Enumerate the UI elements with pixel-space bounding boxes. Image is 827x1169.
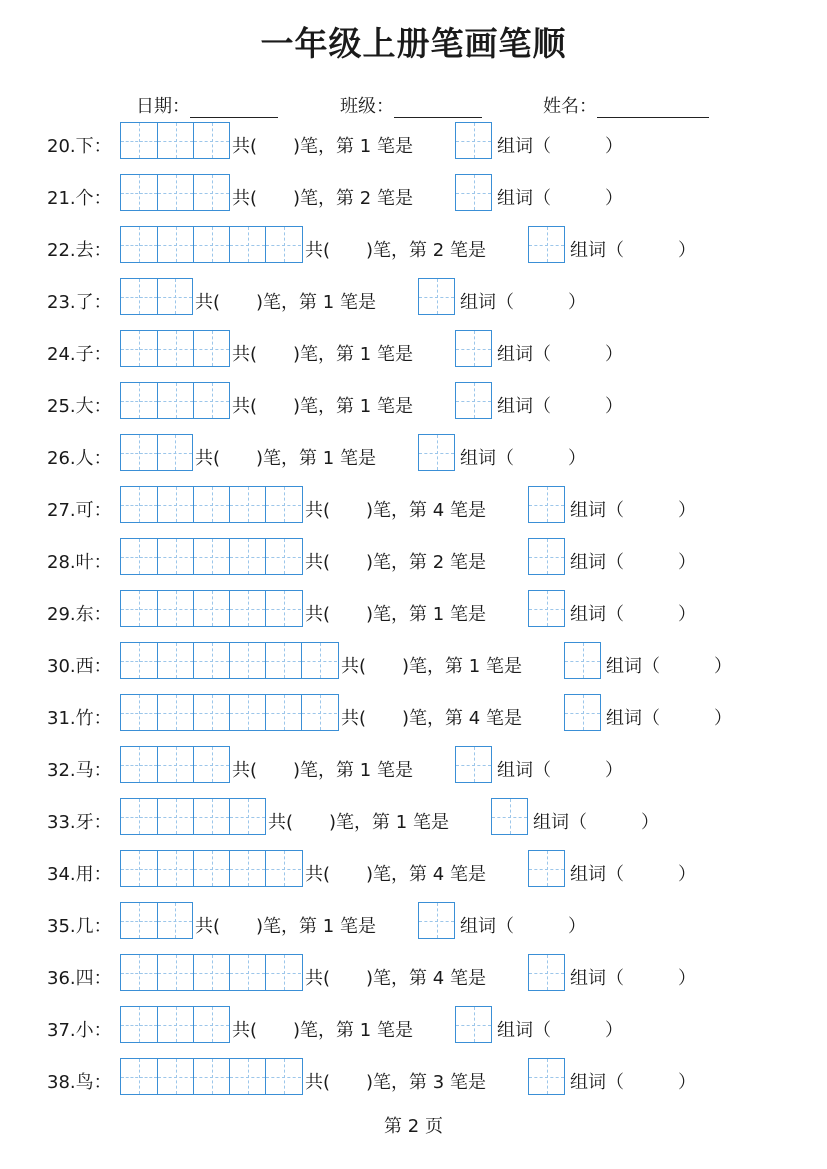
word-prompt: 组词（ ） xyxy=(497,760,623,781)
exercise-row xyxy=(0,486,827,526)
grid-cell[interactable] xyxy=(121,435,157,470)
stroke-answer-box[interactable] xyxy=(528,1058,565,1095)
exercise-row xyxy=(0,642,827,682)
stroke-answer-box[interactable] xyxy=(455,174,492,211)
word-prompt: 组词（ ） xyxy=(570,552,696,573)
name-field xyxy=(543,92,709,118)
exercise-label: 27.可： xyxy=(47,500,112,521)
grid-cell[interactable] xyxy=(157,1007,193,1042)
grid-cell[interactable] xyxy=(492,799,527,834)
grid-cell[interactable] xyxy=(121,903,157,938)
stroke-answer-box[interactable] xyxy=(455,330,492,367)
grid-cell[interactable] xyxy=(121,955,157,990)
grid-cell[interactable] xyxy=(157,591,193,626)
grid-cell[interactable] xyxy=(121,643,157,678)
grid-cell[interactable] xyxy=(157,227,193,262)
word-prompt: 组词（ ） xyxy=(570,500,696,521)
grid-cell[interactable] xyxy=(456,383,491,418)
word-prompt: 组词（ ） xyxy=(460,292,586,313)
stroke-order-grid[interactable] xyxy=(120,486,303,523)
stroke-answer-box[interactable] xyxy=(564,694,601,731)
exercise-row xyxy=(0,174,827,214)
page-number: 第 2 页 xyxy=(384,1116,443,1137)
date-field xyxy=(136,92,278,118)
date-label: 日期： xyxy=(136,96,190,117)
stroke-answer-box[interactable] xyxy=(564,642,601,679)
exercise-label: 35.几： xyxy=(47,916,112,937)
exercise-label: 21.个： xyxy=(47,188,112,209)
exercise-row xyxy=(0,902,827,942)
grid-cell[interactable] xyxy=(157,799,193,834)
grid-cell[interactable] xyxy=(121,227,157,262)
grid-cell[interactable] xyxy=(229,799,265,834)
word-prompt: 组词（ ） xyxy=(460,916,586,937)
stroke-order-grid[interactable] xyxy=(120,278,193,315)
word-prompt: 组词（ ） xyxy=(497,344,623,365)
grid-cell[interactable] xyxy=(157,435,193,470)
exercise-label: 32.马： xyxy=(47,760,112,781)
grid-cell[interactable] xyxy=(565,695,600,730)
stroke-order-grid[interactable] xyxy=(120,694,339,731)
stroke-order-grid[interactable] xyxy=(120,538,303,575)
class-blank[interactable] xyxy=(394,99,482,118)
grid-cell[interactable] xyxy=(529,955,564,990)
exercise-row xyxy=(0,122,827,162)
grid-cell[interactable] xyxy=(229,955,265,990)
stroke-order-grid[interactable] xyxy=(120,746,230,783)
grid-cell[interactable] xyxy=(419,903,454,938)
stroke-order-grid[interactable] xyxy=(120,330,230,367)
worksheet-title: 一年级上册笔画笔顺 xyxy=(260,24,567,63)
word-prompt: 组词（ ） xyxy=(570,240,696,261)
grid-cell[interactable] xyxy=(193,747,229,782)
grid-cell[interactable] xyxy=(157,123,193,158)
stroke-answer-box[interactable] xyxy=(455,122,492,159)
grid-cell[interactable] xyxy=(265,851,301,886)
grid-cell[interactable] xyxy=(193,591,229,626)
stroke-count-prompt: 共( )笔，第 1 笔是 xyxy=(305,604,486,625)
exercise-row xyxy=(0,1058,827,1098)
word-prompt: 组词（ ） xyxy=(606,708,732,729)
exercise-row xyxy=(0,538,827,578)
grid-cell[interactable] xyxy=(121,539,157,574)
exercise-row xyxy=(0,798,827,838)
stroke-count-prompt: 共( )笔，第 1 笔是 xyxy=(195,916,376,937)
grid-cell[interactable] xyxy=(157,695,193,730)
grid-cell[interactable] xyxy=(157,539,193,574)
grid-cell[interactable] xyxy=(229,591,265,626)
exercise-row xyxy=(0,850,827,890)
word-prompt: 组词（ ） xyxy=(570,968,696,989)
stroke-order-grid[interactable] xyxy=(120,174,230,211)
grid-cell[interactable] xyxy=(456,747,491,782)
grid-cell[interactable] xyxy=(193,383,229,418)
stroke-answer-box[interactable] xyxy=(491,798,528,835)
grid-cell[interactable] xyxy=(229,1059,265,1094)
grid-cell[interactable] xyxy=(193,1007,229,1042)
exercise-row xyxy=(0,694,827,734)
exercise-label: 34.用： xyxy=(47,864,112,885)
grid-cell[interactable] xyxy=(193,331,229,366)
grid-cell[interactable] xyxy=(456,123,491,158)
exercise-row xyxy=(0,954,827,994)
grid-cell[interactable] xyxy=(529,591,564,626)
grid-cell[interactable] xyxy=(121,695,157,730)
grid-cell[interactable] xyxy=(265,695,301,730)
stroke-answer-box[interactable] xyxy=(528,850,565,887)
word-prompt: 组词（ ） xyxy=(497,396,623,417)
grid-cell[interactable] xyxy=(157,851,193,886)
stroke-order-grid[interactable] xyxy=(120,122,230,159)
grid-cell[interactable] xyxy=(193,1059,229,1094)
grid-cell[interactable] xyxy=(529,1059,564,1094)
stroke-count-prompt: 共( )笔，第 2 笔是 xyxy=(232,188,413,209)
word-prompt: 组词（ ） xyxy=(497,188,623,209)
grid-cell[interactable] xyxy=(456,175,491,210)
stroke-order-grid[interactable] xyxy=(120,382,230,419)
class-field xyxy=(340,92,482,118)
stroke-answer-box[interactable] xyxy=(528,954,565,991)
stroke-count-prompt: 共( )笔，第 1 笔是 xyxy=(232,396,413,417)
stroke-order-grid[interactable] xyxy=(120,226,303,263)
word-prompt: 组词（ ） xyxy=(460,448,586,469)
stroke-answer-box[interactable] xyxy=(528,226,565,263)
stroke-count-prompt: 共( )笔，第 2 笔是 xyxy=(305,240,486,261)
stroke-order-grid[interactable] xyxy=(120,954,303,991)
exercise-label: 28.叶： xyxy=(47,552,112,573)
word-prompt: 组词（ ） xyxy=(497,136,623,157)
stroke-answer-box[interactable] xyxy=(528,538,565,575)
grid-cell[interactable] xyxy=(193,643,229,678)
exercise-label: 20.下： xyxy=(47,136,112,157)
exercise-row xyxy=(0,382,827,422)
stroke-order-grid[interactable] xyxy=(120,902,193,939)
class-label: 班级： xyxy=(340,96,394,117)
grid-cell[interactable] xyxy=(265,643,301,678)
grid-cell[interactable] xyxy=(121,175,157,210)
word-prompt: 组词（ ） xyxy=(533,812,659,833)
grid-cell[interactable] xyxy=(121,747,157,782)
exercise-row xyxy=(0,746,827,786)
stroke-answer-box[interactable] xyxy=(455,382,492,419)
grid-cell[interactable] xyxy=(193,227,229,262)
exercise-row xyxy=(0,434,827,474)
grid-cell[interactable] xyxy=(265,1059,301,1094)
grid-cell[interactable] xyxy=(193,539,229,574)
grid-cell[interactable] xyxy=(301,695,337,730)
grid-cell[interactable] xyxy=(121,487,157,522)
grid-cell[interactable] xyxy=(121,279,157,314)
exercise-label: 25.大： xyxy=(47,396,112,417)
stroke-count-prompt: 共( )笔，第 4 笔是 xyxy=(305,968,486,989)
grid-cell[interactable] xyxy=(419,279,454,314)
grid-cell[interactable] xyxy=(121,331,157,366)
grid-cell[interactable] xyxy=(529,487,564,522)
grid-cell[interactable] xyxy=(193,175,229,210)
word-prompt: 组词（ ） xyxy=(570,864,696,885)
stroke-answer-box[interactable] xyxy=(418,902,455,939)
grid-cell[interactable] xyxy=(121,591,157,626)
exercise-label: 36.四： xyxy=(47,968,112,989)
grid-cell[interactable] xyxy=(157,955,193,990)
grid-cell[interactable] xyxy=(193,487,229,522)
exercise-label: 24.子： xyxy=(47,344,112,365)
stroke-count-prompt: 共( )笔，第 1 笔是 xyxy=(195,292,376,313)
grid-cell[interactable] xyxy=(229,643,265,678)
grid-cell[interactable] xyxy=(157,903,193,938)
grid-cell[interactable] xyxy=(157,643,193,678)
stroke-order-grid[interactable] xyxy=(120,850,303,887)
grid-cell[interactable] xyxy=(157,279,193,314)
grid-cell[interactable] xyxy=(157,747,193,782)
stroke-order-grid[interactable] xyxy=(120,590,303,627)
stroke-order-grid[interactable] xyxy=(120,1058,303,1095)
stroke-count-prompt: 共( )笔，第 1 笔是 xyxy=(195,448,376,469)
grid-cell[interactable] xyxy=(456,331,491,366)
grid-cell[interactable] xyxy=(157,1059,193,1094)
grid-cell[interactable] xyxy=(456,1007,491,1042)
word-prompt: 组词（ ） xyxy=(570,604,696,625)
grid-cell[interactable] xyxy=(121,123,157,158)
grid-cell[interactable] xyxy=(265,955,301,990)
exercise-row xyxy=(0,226,827,266)
stroke-count-prompt: 共( )笔，第 1 笔是 xyxy=(232,136,413,157)
grid-cell[interactable] xyxy=(193,123,229,158)
exercise-label: 26.人： xyxy=(47,448,112,469)
grid-cell[interactable] xyxy=(565,643,600,678)
word-prompt: 组词（ ） xyxy=(497,1020,623,1041)
grid-cell[interactable] xyxy=(193,695,229,730)
grid-cell[interactable] xyxy=(265,539,301,574)
exercise-label: 33.牙： xyxy=(47,812,112,833)
exercise-row xyxy=(0,1006,827,1046)
grid-cell[interactable] xyxy=(265,591,301,626)
exercise-row xyxy=(0,278,827,318)
grid-cell[interactable] xyxy=(157,487,193,522)
stroke-count-prompt: 共( )笔，第 1 笔是 xyxy=(268,812,449,833)
word-prompt: 组词（ ） xyxy=(570,1072,696,1093)
grid-cell[interactable] xyxy=(229,227,265,262)
stroke-count-prompt: 共( )笔，第 4 笔是 xyxy=(305,500,486,521)
exercise-label: 37.小： xyxy=(47,1020,112,1041)
stroke-answer-box[interactable] xyxy=(528,590,565,627)
grid-cell[interactable] xyxy=(529,851,564,886)
date-blank[interactable] xyxy=(190,99,278,118)
grid-cell[interactable] xyxy=(121,1059,157,1094)
stroke-answer-box[interactable] xyxy=(528,486,565,523)
exercise-label: 22.去： xyxy=(47,240,112,261)
grid-cell[interactable] xyxy=(229,487,265,522)
stroke-count-prompt: 共( )笔，第 4 笔是 xyxy=(305,864,486,885)
grid-cell[interactable] xyxy=(229,539,265,574)
stroke-answer-box[interactable] xyxy=(455,746,492,783)
stroke-answer-box[interactable] xyxy=(418,434,455,471)
word-prompt: 组词（ ） xyxy=(606,656,732,677)
stroke-count-prompt: 共( )笔，第 3 笔是 xyxy=(305,1072,486,1093)
grid-cell[interactable] xyxy=(121,799,157,834)
grid-cell[interactable] xyxy=(121,1007,157,1042)
grid-cell[interactable] xyxy=(265,487,301,522)
stroke-count-prompt: 共( )笔，第 1 笔是 xyxy=(341,656,522,677)
grid-cell[interactable] xyxy=(419,435,454,470)
grid-cell[interactable] xyxy=(193,799,229,834)
grid-cell[interactable] xyxy=(193,851,229,886)
grid-cell[interactable] xyxy=(229,851,265,886)
exercise-label: 38.鸟： xyxy=(47,1072,112,1093)
exercise-label: 23.了： xyxy=(47,292,112,313)
grid-cell[interactable] xyxy=(157,383,193,418)
stroke-count-prompt: 共( )笔，第 1 笔是 xyxy=(232,1020,413,1041)
grid-cell[interactable] xyxy=(121,383,157,418)
exercise-label: 29.东： xyxy=(47,604,112,625)
exercise-label: 31.竹： xyxy=(47,708,112,729)
name-blank[interactable] xyxy=(597,99,709,118)
stroke-answer-box[interactable] xyxy=(455,1006,492,1043)
stroke-order-grid[interactable] xyxy=(120,642,339,679)
grid-cell[interactable] xyxy=(301,643,337,678)
grid-cell[interactable] xyxy=(193,955,229,990)
name-label: 姓名： xyxy=(543,96,597,117)
stroke-answer-box[interactable] xyxy=(418,278,455,315)
grid-cell[interactable] xyxy=(529,539,564,574)
stroke-order-grid[interactable] xyxy=(120,1006,230,1043)
exercise-row xyxy=(0,330,827,370)
grid-cell[interactable] xyxy=(265,227,301,262)
exercise-row xyxy=(0,590,827,630)
grid-cell[interactable] xyxy=(229,695,265,730)
grid-cell[interactable] xyxy=(157,331,193,366)
grid-cell[interactable] xyxy=(121,851,157,886)
stroke-count-prompt: 共( )笔，第 4 笔是 xyxy=(341,708,522,729)
grid-cell[interactable] xyxy=(157,175,193,210)
stroke-count-prompt: 共( )笔，第 1 笔是 xyxy=(232,760,413,781)
exercise-label: 30.西： xyxy=(47,656,112,677)
stroke-count-prompt: 共( )笔，第 2 笔是 xyxy=(305,552,486,573)
grid-cell[interactable] xyxy=(529,227,564,262)
stroke-count-prompt: 共( )笔，第 1 笔是 xyxy=(232,344,413,365)
stroke-order-grid[interactable] xyxy=(120,434,193,471)
stroke-order-grid[interactable] xyxy=(120,798,266,835)
